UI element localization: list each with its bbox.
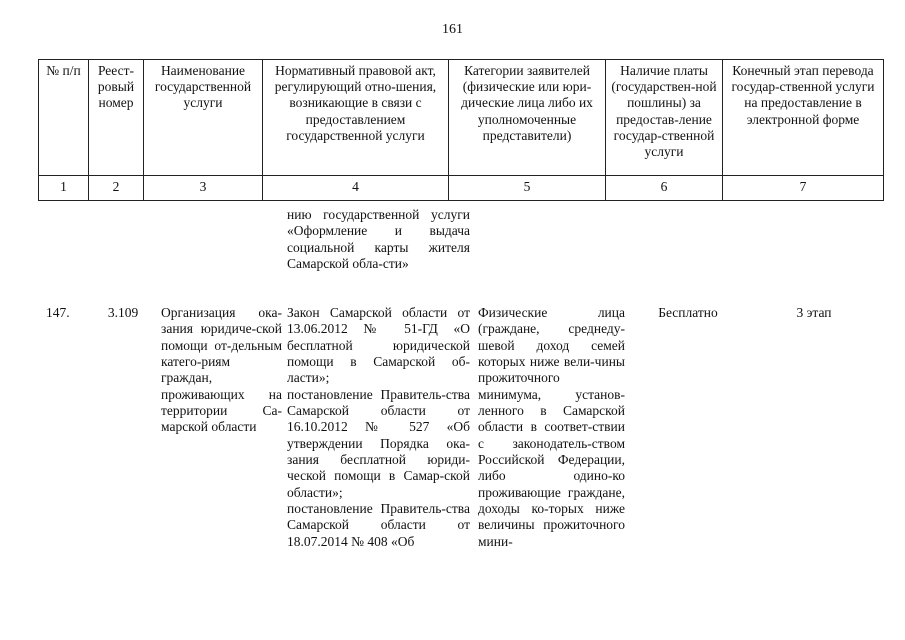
column-number: 3 — [144, 176, 263, 201]
fee: Бесплатно — [658, 305, 718, 320]
legal-acts — [287, 305, 470, 550]
column-number: 7 — [723, 176, 884, 201]
header-applicant-categories: Категории заявителей (физические или юри-дические лица либо их уполномоченные представители) — [449, 60, 606, 176]
column-number: 4 — [263, 176, 449, 201]
applicant-categories: Физические лица (граждане, среднеду-шевой доход семей которых ниже вели-чины прожиточного минимума, установ-ленного в Самарской области в соответ-ствии с законодатель-ством Российской Федерации, либо одино-ко проживающие граждане, доходы ко-торых ниже величины прожиточного мини- — [478, 305, 625, 549]
header-row — [39, 60, 884, 176]
table-body — [0, 207, 905, 640]
legal-act: постановление Правитель-ства Самарской области от 18.07.2014 № 408 «Об — [287, 500, 470, 549]
continuation-text: нию государственной услуги «Оформление и выдача социальной карты жителя Самарской обла-сти» — [287, 207, 470, 271]
header-service-name: Наименование государственной услуги — [144, 60, 263, 176]
column-number: 2 — [89, 176, 144, 201]
header-final-stage: Конечный этап перевода государ-ственной услуги на предоставление в электронной форме — [723, 60, 884, 176]
row-number: 147. — [46, 305, 70, 320]
header-number: № п/п — [39, 60, 89, 176]
column-number: 1 — [39, 176, 89, 201]
final-stage: 3 этап — [796, 305, 832, 320]
column-number: 6 — [606, 176, 723, 201]
header-legal-act: Нормативный правовой акт, регулирующий отно-шения, возникающие в связи с предоставлением государственной услуги — [263, 60, 449, 176]
legal-act: Закон Самарской области от 13.06.2012 № 51-ГД «О бесплатной юридической помощи в Самарской об-ласти»; — [287, 305, 470, 386]
column-number-row — [39, 176, 884, 201]
column-number: 5 — [449, 176, 606, 201]
page-number: 161 — [442, 22, 463, 37]
legal-act-cell — [287, 207, 470, 282]
header-fee: Наличие платы (государствен-ной пошлины) за предостав-ление государ-ственной услуги — [606, 60, 723, 176]
services-table — [38, 59, 884, 201]
header-registry-number: Реест-ровый номер — [89, 60, 144, 176]
legal-act: постановление Правитель-ства Самарской области от 16.10.2012 № 527 «Об утверждении Порядка ока-зания бесплатной юриди-ческой помощи в Самар-ской области»; — [287, 386, 470, 500]
service-name: Организация ока-зания юридиче-ской помощи от-дельным катего-риям граждан, проживающих на территории Са-марской области — [161, 305, 282, 435]
registry-number: 3.109 — [107, 305, 139, 320]
